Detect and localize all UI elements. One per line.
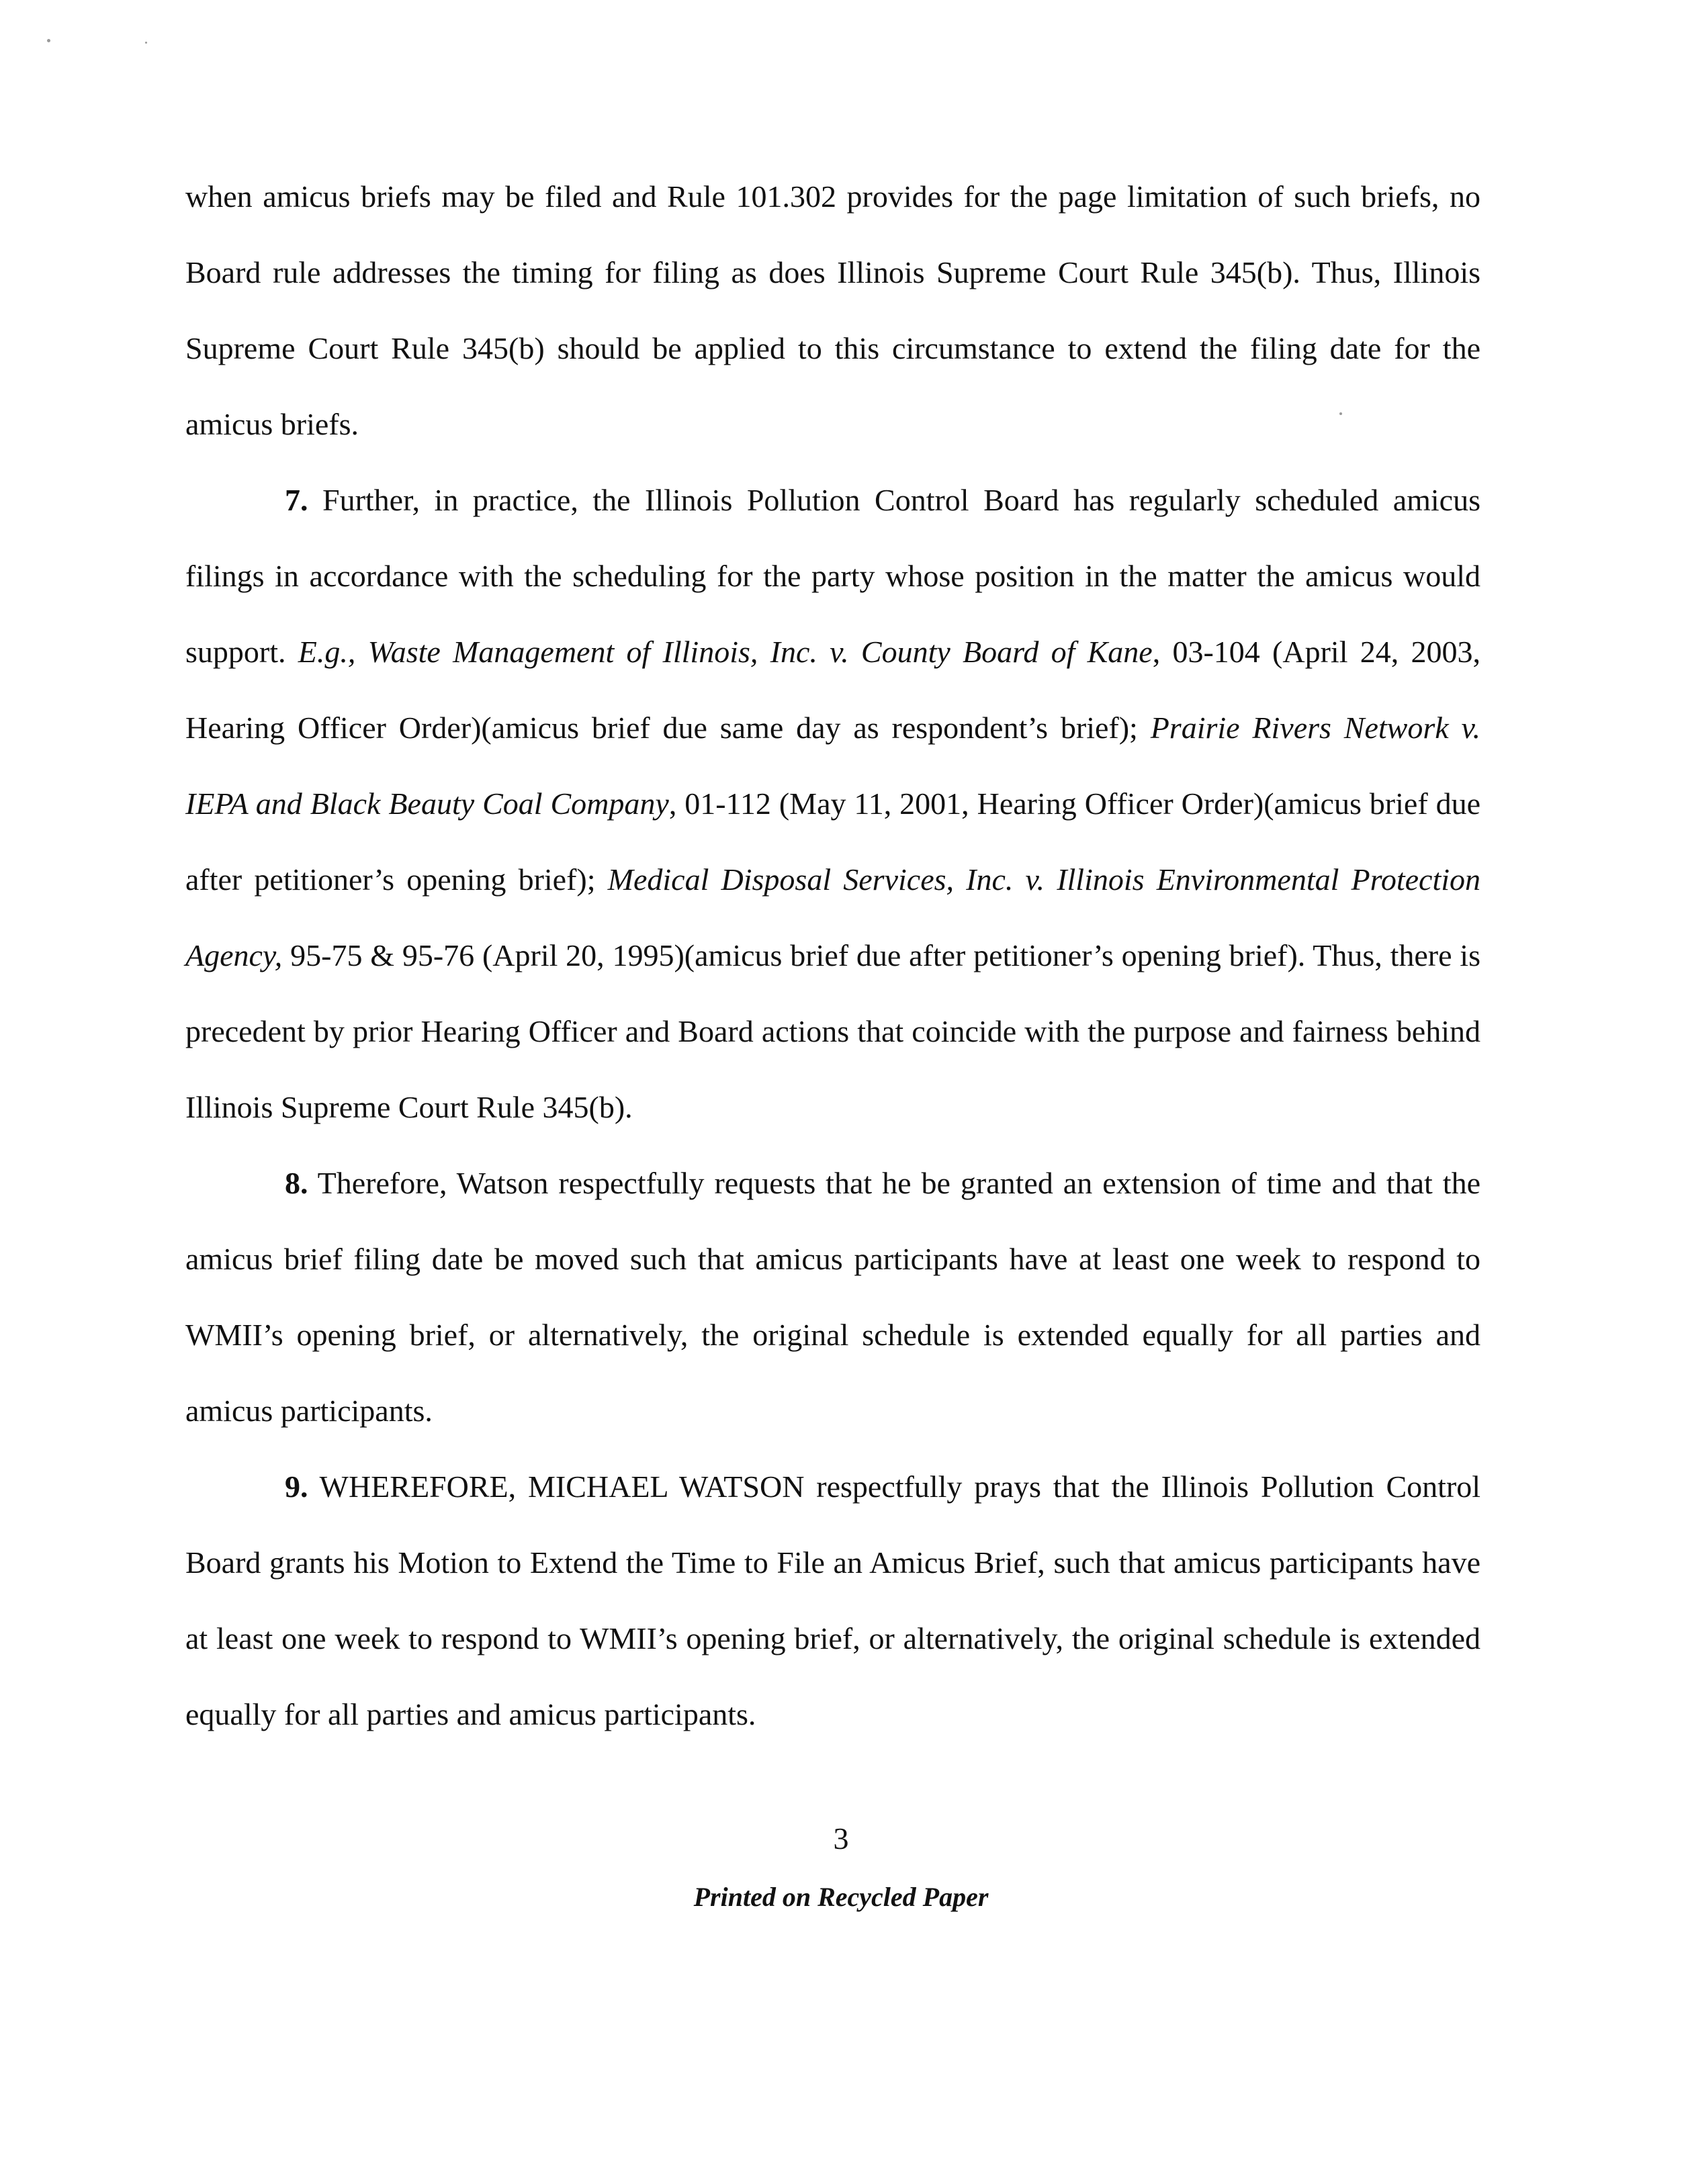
paragraph-9 <box>185 1449 1480 1752</box>
citation-3-case-name: Medical Disposal Services, Inc. v. Illinois Environmental Protection Agency, <box>185 862 1481 972</box>
citation-1-case-name: E.g., Waste Management of Illinois, Inc. v. County Board of Kane <box>298 635 1153 669</box>
scan-speck <box>145 42 147 44</box>
paragraph-9-text: WHEREFORE, MICHAEL WATSON respectfully prays that the Illinois Pollution Control Board grants his Motion to Extend the Time to File an Amicus Brief, such that amicus participants have at least one week to respond to WMII’s opening brief, or alternatively, the original schedule is extended equally for all parties and amicus participants. <box>185 1469 1480 1731</box>
paragraph-8-number: 8. <box>285 1166 308 1200</box>
scan-speck <box>47 39 50 42</box>
paragraph-7 <box>185 462 1480 1145</box>
paragraph-9-number: 9. <box>285 1469 308 1504</box>
paragraph-8-text: Therefore, Watson respectfully requests that he be granted an extension of time and that the amicus brief filing date be moved such that amicus participants have at least one week to respond to WMII’s opening brief, or alternatively, the original schedule is extended equally for all parties and amicus participants. <box>185 1166 1480 1428</box>
paragraph-continuation <box>185 158 1480 462</box>
citation-2-detail: , 01-112 (May 11, 2001, Hearing Officer Order)(amicus brief due after petitioner’s opening brief); <box>185 786 1481 897</box>
paragraph-continuation-text: when amicus briefs may be filed and Rule 101.302 provides for the page limitation of such briefs, no Board rule addresses the timing for filing as does Illinois Supreme Court Rule 345(b). Thus, Illinois Supreme Court Rule 345(b) should be applied to this circumstance to extend the filing date for the amicus briefs. <box>185 179 1480 441</box>
paragraph-7-number: 7. <box>285 483 308 517</box>
citation-1-detail: , 03-104 (April 24, 2003, Hearing Officer Order)(amicus brief due same day as respondent’s brief); <box>185 635 1480 745</box>
paragraph-8 <box>185 1145 1480 1449</box>
citation-2-case-name: Prairie Rivers Network v. IEPA and Black Beauty Coal Company <box>185 711 1480 821</box>
footer-recycled-paper-note: Printed on Recycled Paper <box>693 1882 989 1912</box>
citation-3-detail: 95-75 & 95-76 (April 20, 1995)(amicus brief due after petitioner’s opening brief). <box>282 938 1306 972</box>
document-body <box>185 158 1480 1752</box>
paragraph-7-sentence-2: Thus, there is precedent by prior Hearing Officer and Board actions that coincide with the purpose and fairness behind Illinois Supreme Court Rule 345(b). <box>185 938 1480 1124</box>
paragraph-7-sentence-1: Further, in practice, the Illinois Pollution Control Board has regularly scheduled amicus filings in accordance with the scheduling for the party whose position in the matter the amicus would support. <box>185 483 1480 669</box>
page-number: 3 <box>833 1821 849 1856</box>
